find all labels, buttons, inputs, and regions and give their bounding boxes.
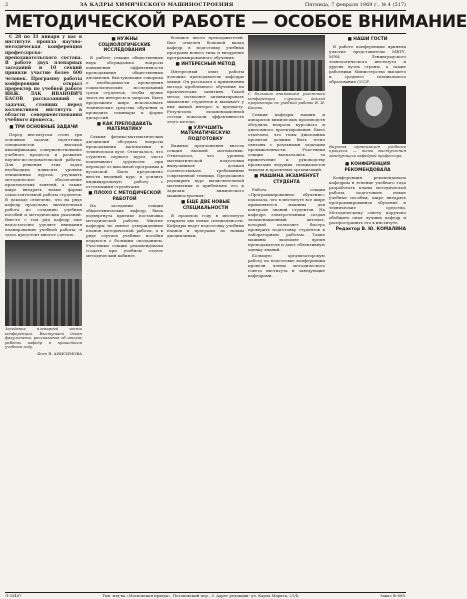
body-interesting-method: Интересный опыт работы доложил преподаватель кафедры химии. Он рассказал о применении метода проблемного обучения на практических занятиях. Такой метод позволяет активизировать мышление студентов и вызывает у них живой интерес к предмету. Результаты экзаменационной сессии показали эффективность этого метода.	[167, 68, 244, 124]
body-exam-machine: Работа секции «Программированное обучение» показала, что в институте все шире применяются машины для контроля знаний студентов. На кафедре электротехники создан экзаменационный автомат, который позволяет быстро проверить подготовку студентов к лабораторным работам. Такие машины экономят время преподавателя и дают объективную оценку знаний.	[248, 186, 325, 252]
body-improve-math: Важные предложения внесла секция высшей математики. Отмечалось, что уровень математической подготовки выпускников должен соответствовать требованиям современной техники. Предложено расширить курс вычислительной математики и приблизить его к задачам химического машиностроения.	[167, 143, 244, 199]
issue-date: Пятница, 7 февраля 1969 г., № 4 (517)	[304, 2, 406, 8]
imprint-footer	[5, 592, 406, 598]
column-1	[5, 35, 82, 591]
audience-photo-caption: С большим вниманием участники конференции слушали доклад проректора по учебной работе В. И. Басова.	[248, 91, 325, 110]
article-columns	[5, 35, 406, 591]
headline-rule	[5, 33, 406, 34]
body-main: Секция кафедры машин и аппаратов химических производств обсудила вопросы курсового и дипломного проектирования. Было отмечено, что темы дипломных проектов должны быть тесно связаны с реальными задачами промышленности. Участники секции высказались за привлечение к руководству проектами ведущих специалистов заводов и проектных организаций.	[248, 112, 325, 173]
body-closing: Большую организаторскую работу по подготовке конференции провели члены методического совета института и заведующие кафедрами.	[248, 252, 325, 278]
section-heading-specialties: ■ ЕЩЕ ДВЕ НОВЫЕ СПЕЦИАЛЬНОСТИ	[180, 200, 231, 211]
section-heading-interesting-method: ■ ИНТЕРЕСНЫЙ МЕТОД	[175, 62, 236, 67]
speaker-portrait-photo	[342, 86, 406, 144]
audience-photo	[248, 35, 325, 91]
conference-hall-photo	[5, 240, 82, 326]
body-guests: В работе конференции приняли участие представители МВТУ, МЭИ, Ленинградского технологического института и других вузов страны, а также работники Министерства высшего и среднего специального образования СССР.	[329, 43, 406, 84]
page-headline: МЕТОДИЧЕСКОЙ РАБОТЕ — ОСОБОЕ ВНИМАНИЕ	[5, 12, 467, 32]
section-heading-guests: ■ НАШИ ГОСТИ	[347, 37, 388, 42]
column-4	[248, 35, 325, 591]
editor-signature: Редактор В. Ю. КОМАЛИНА	[335, 226, 406, 232]
body-continued: большое число преподавателей. Был отмечен большой вклад кафедр в подготовку учебных программ нового типа и внедрение программированного обучения.	[167, 35, 244, 60]
body-method: На заседании секции общетехнических кафедр была подвергнута критике постановка методической работы. Многие кафедры не имеют утвержденных планов методической работы, а в ряде случаев учебные пособия издаются с большим опозданием. Участники секции рекомендовали создать при учебном отделе методический кабинет.	[86, 203, 163, 259]
section-heading-recommendations: ■ КОНФЕРЕНЦИЯ РЕКОМЕНДОВАЛА	[344, 162, 391, 173]
body-specialties: В прошлом году в институте открыты две новые специальности. Кафедры ведут подготовку учебных планов и программ по новым дисциплинам.	[167, 212, 244, 238]
body-research: В работе секции общественных наук обсуждались вопросы повышения эффективности преподавания общественных дисциплин. Выступающие говорили о необходимости проведения социологических исследований среди студентов, чтобы лучше знать их интересы и запросы. Было предложено шире использовать технические средства обучения и проводить семинары в форме дискуссий.	[86, 54, 163, 120]
masthead	[5, 2, 406, 11]
column-3	[167, 35, 244, 591]
column-5	[329, 35, 406, 591]
photo-caption: Заседание пленарной части конференции. Выступает декан факультета, рассказывая об итогах работы кафедр в прошедшем учебном году.	[5, 326, 82, 350]
imprint-code: Л-33407	[5, 593, 22, 598]
section-heading-improve-math: ■ УЛУЧШИТЬ МАТЕМАТИЧЕСКУЮ ПОДГОТОВКУ	[180, 125, 231, 142]
paper-name: ЗА КАДРЫ ХИМИЧЕСКОГО МАШИНОСТРОЕНИЯ	[79, 2, 234, 8]
body-recommendations: Конференция рекомендовала кафедрам в течение учебного года разработать планы методической работы, подготовить новые учебные пособия, шире внедрять программированное обучение и технические средства. Методическому совету поручено обобщить опыт лучших кафедр и распространить его в институте.	[329, 174, 406, 225]
column-2	[86, 35, 163, 591]
lead-paragraph: С 28 по 31 января у нас в институте прошла научно-методическая конференция профессорско-преподавательского состава. В работе двух пленарных заседаний и 10 секций приняли участие более 600 человек. Программу работы конференции открыл проректор по учебной работе ИНЖ. ЛАК ИВАНОВИЧ БАСОВ рассказавший о задачах, стоящих перед коллективом института в области совершенствования учебного процесса.	[5, 35, 82, 124]
portrait-caption: Научная организация учебного процесса — тема выступления заведующего кафедрой профессора.	[329, 143, 406, 158]
section-heading-research: ■ НУЖНЫ СОЦИОЛОГИЧЕСКИЕ ИССЛЕДОВАНИЯ	[98, 37, 151, 54]
imprint-order: Заказ № 608.	[380, 593, 406, 598]
section-heading-three-tasks: ■ ТРИ ОСНОВНЫЕ ЗАДАЧИ	[9, 125, 78, 131]
body-math: Секция физико-математических дисциплин обсудила вопросы преподавания математики в техническом вузе. Отмечалось, что студенты первого курса часто испытывают трудности при переходе от школьной программы к вузовской. Было предложено ввести вводный курс и усилить индивидуальную работу с отстающими студентами.	[86, 133, 163, 189]
section-heading-exam-machine: ■ МАШИНА ЭКЗАМЕНУЕТ СТУДЕНТА	[254, 174, 319, 185]
photo-credit: Фото В. АНИСИМОВА	[37, 351, 82, 357]
page-number: 2	[5, 2, 9, 8]
imprint-printer: Тип. изд-ва «Московская правда», Потаповский пер., 3. Адрес редакции: ул. Карла Маркса, 21/4.	[102, 593, 300, 598]
body-three-tasks: Перед институтом стоят три основные задачи: подготовка специалистов высокой квалификации, совершенствование учебного процесса и развитие научно-исследовательской работы. Для решения этих задач необходимо повысить уровень лекционных курсов, улучшить методическое обеспечение практических занятий, а также шире внедрять новые формы самостоятельной работы студентов. В докладе отмечено, что на ряде кафедр проделана значительная работа по созданию учебных пособий и методических указаний. Вместе с тем ряд кафедр еще недостаточно уделяет внимания планированию учебной работы, и здесь предстоит многое сделать.	[5, 132, 82, 238]
section-heading-math: ■ КАК ПРЕПОДАВАТЬ МАТЕМАТИКУ	[96, 121, 153, 133]
section-heading-method: ■ ПЛОХО С МЕТОДИЧЕСКОЙ РАБОТОЙ	[88, 190, 161, 202]
